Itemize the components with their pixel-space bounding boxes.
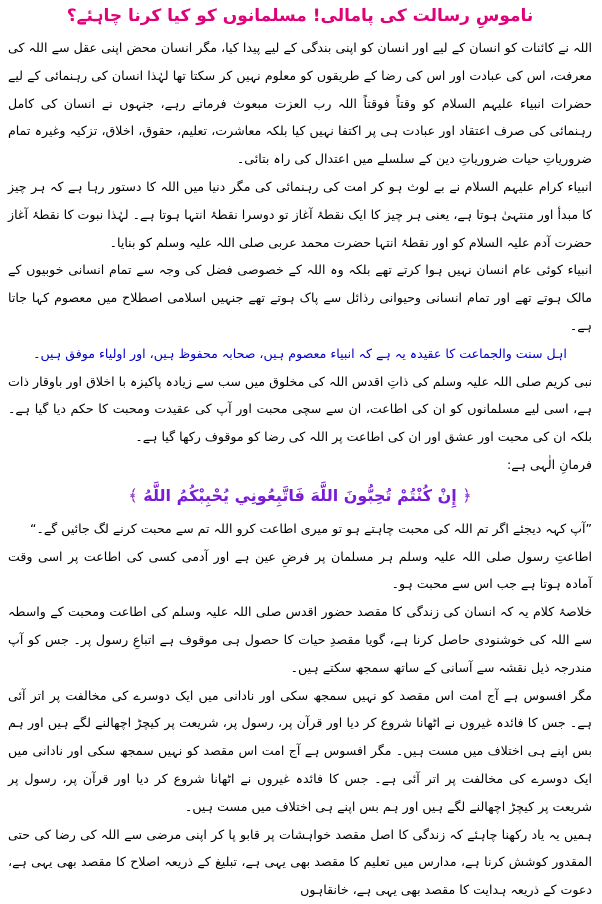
paragraph-infallibility: انبیاء کوئی عام انسان نہیں ہوا کرتے تھے بلکہ وہ اللہ کے خصوصی فضل کی وجہ سے تمام انسانی خوبیوں کے مالک ہوتے تھے اور تمام انسانی وحیوانی رذائل سے پاک ہوتے تھے جنہیں اسلامی اصطلاح میں معصوم کہا جاتا ہے۔	[8, 262, 592, 333]
paragraph-purpose: ہمیں یہ یاد رکھنا چاہئے کہ زندگی کا اصل مقصد خواہشات پر قابو پا کر اپنی مرضی سے اللہ کی رضا کی حتی المقدور کوشش کرنا ہے، مدارس میں تعلیم کا مقصد بھی یہی ہے، تبلیغ کے ذریعہ اصلاح کا مقصد بھی یہی ہے، دعوت کے ذریعہ ہدایت کا مقصد بھی یہی ہے، خانقاہوں	[8, 826, 592, 898]
paragraph-divine-saying: فرمانِ الٰہی ہے:	[506, 456, 592, 472]
paragraph-obedience: نبی کریم صلی اللہ علیہ وسلم کی ذاتِ اقدس اللہ کی مخلوق میں سب سے زیادہ پاکیزہ با اخلاق اور باوقار ذات ہے، اسی لیے مسلمانوں کو ان کی اطاعت، ان سے سچی محبت اور آپ کی عقیدت ومحبت کا حکم دیا گیا ہے۔ بلکہ ان کی محبت اور عشق اور ان کی اطاعت پر اللہ کی رضا کو موقوف رکھا گیا ہے۔	[8, 373, 592, 445]
quran-verse	[8, 481, 592, 511]
verse-text: إِنْ كُنْتُمْ تُحِبُّونَ اللَّهَ فَاتَّبِعُونِي يُحْبِبْكُمُ اللَّهُ	[143, 485, 457, 505]
paragraph-duty: اطاعتِ رسول صلی اللہ علیہ وسلم ہر مسلمان پر فرضِ عین ہے اور آدمی کسی کی اطاعت پر اسی وقت آمادہ ہوتا ہے جب اس سے محبت ہو۔	[8, 548, 592, 592]
paragraph-intro: اللہ نے کائنات کو انسان کے لیے اور انسان کو اپنی بندگی کے لیے پیدا کیا، مگر انسان محض اپنی عقل سے اللہ کی معرفت، اس کی عبادت اور اس کی رضا کے طریقوں کو معلوم نہیں کر سکتا تھا لہٰذا انسان کی رہنمائی کے لیے حضرات انبیاء علیہم السلام کو وقتاً فوقتاً اللہ رب العزت مبعوث فرماتے رہے، جنہوں نے انسان کی کامل رہنمائی کی صرف اعتقاد اور عبادت ہی پر اکتفا نہیں کیا بلکہ معاشرت، تعلیم، حقوق، اخلاق، تزکیہ وغیرہ تمام ضروریاتِ حیات ضروریاتِ دین کے سلسلے میں اعتدال کی راہ بتائی۔	[8, 40, 592, 167]
article-title: ناموسِ رسالت کی پامالی! مسلمانوں کو کیا کرنا چاہئے؟	[66, 6, 534, 26]
verse-close-bracket-icon: ﴾	[128, 485, 138, 505]
paragraph-regret: مگر افسوس ہے آج امت اس مقصد کو نہیں سمجھ سکی اور نادانی میں ایک دوسرے کی مخالفت پر اتر آئی ہے۔ جس کا فائدہ غیروں نے اٹھانا شروع کر دیا اور قرآن پر، رسول پر، شریعت پر کیچڑ اچھالنے لگے ہیں اور ہم بس اپنے ہی اختلاف میں مست ہیں۔ مگر افسوس ہے آج امت اس مقصد کو نہیں سمجھ سکی اور نادانی میں ایک دوسرے کی مخالفت پر اتر آئی ہے۔ جس کا فائدہ غیروں نے اٹھانا شروع کر دیا اور قرآن پر، رسول پر شریعت پر کیچڑ اچھالنے لگے ہیں اور ہم بس اپنے ہی اختلاف میں مست ہیں۔	[8, 687, 592, 814]
paragraph-translation: ”آپ کہہ دیجئے اگر تم اللہ کی محبت چاہتے ہو تو میری اطاعت کرو اللہ تم سے محبت کرنے لگ جائیں گے۔“	[29, 520, 592, 536]
paragraph-summary: خلاصۂ کلام یہ کہ انسان کی زندگی کا مقصد حضور اقدس صلی اللہ علیہ وسلم کی اطاعت ومحبت کے واسطہ سے اللہ کی خوشنودی حاصل کرنا ہے، گویا مقصدِ حیات کا حصول ہی موقوف ہے اتباعِ رسول پر۔ جس کو آپ مندرجہ ذیل نقشہ سے آسانی کے ساتھ سمجھ سکتے ہیں۔	[8, 604, 592, 675]
paragraph-creed: اہل سنت والجماعت کا عقیدہ یہ ہے کہ انبیاء معصوم ہیں، صحابہ محفوظ ہیں، اور اولیاء موفق ہیں۔	[33, 345, 567, 361]
verse-open-bracket-icon: ﴿	[462, 485, 472, 505]
paragraph-prophets: انبیاء کرام علیہم السلام نے بے لوث ہو کر امت کی رہنمائی کی مگر دنیا میں اللہ کا دستور رہا ہے کہ ہر چیز کا مبدأ اور منتہیٰ ہوتا ہے، یعنی ہر چیز کا ایک نقطۂ آغاز تو دوسرا نقطۂ انتہا ہوتا ہے۔ لہٰذا نبوت کا نقطۂ آغاز حضرت آدم علیہ السلام کو اور نقطۂ انتہا حضرت محمد عربی صلی اللہ علیہ وسلم کو بنایا۔	[8, 178, 592, 250]
